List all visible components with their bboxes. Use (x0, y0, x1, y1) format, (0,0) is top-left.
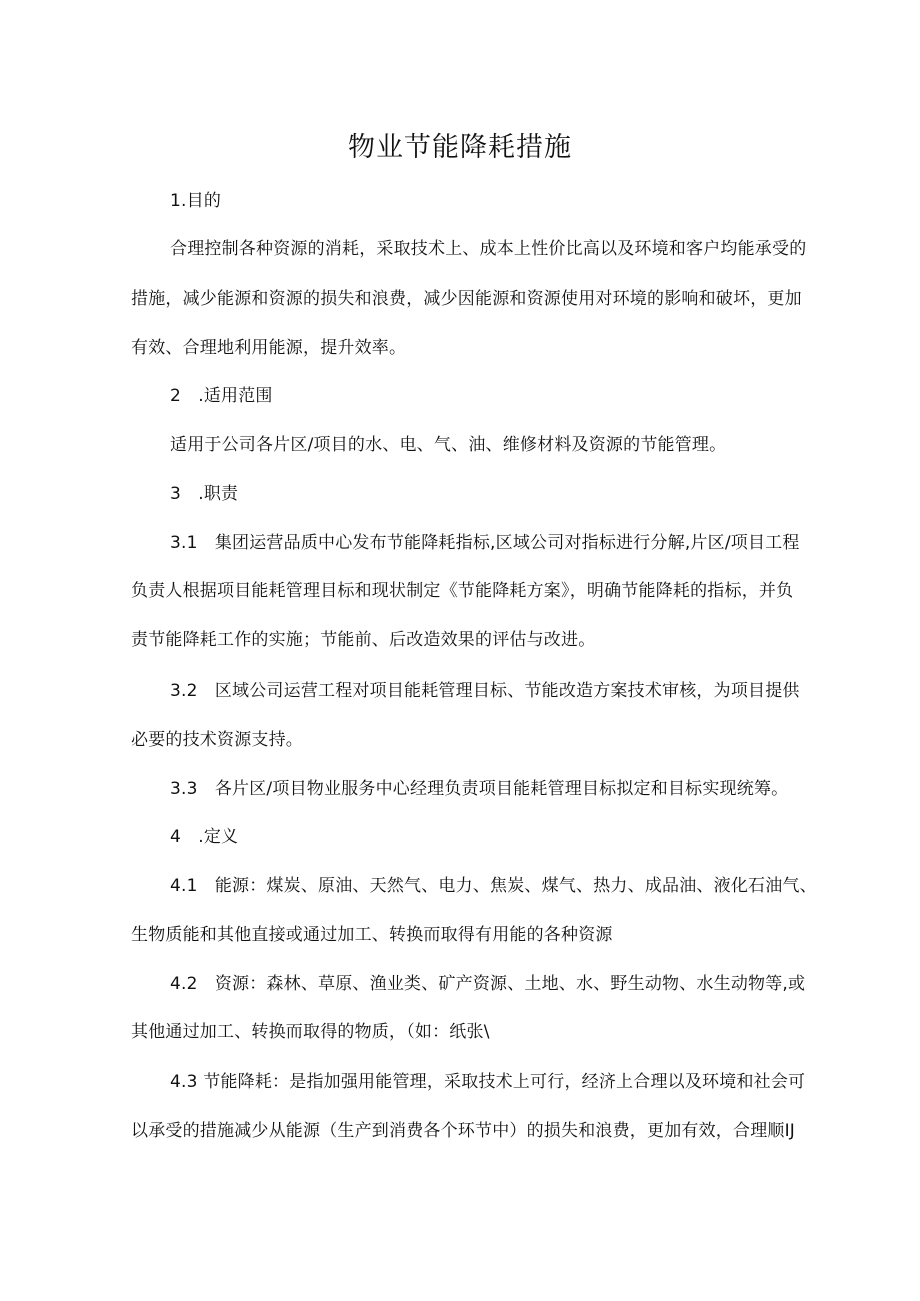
paragraph-line: 以承受的措施减少从能源（生产到消费各个环节中）的损失和浪费，更加有效，合理顺IJ (131, 1121, 796, 1141)
paragraph-line: 负责人根据项目能耗管理目标和现状制定《节能降耗方案》，明确节能降耗的指标，并负 (131, 581, 794, 601)
paragraph-line: 生物质能和其他直接或通过加工、转换而取得有用能的各种资源 (131, 925, 613, 945)
paragraph-line: 3.2 区域公司运营工程对项目能耗管理目标、节能改造方案技术审核，为项目提供 (170, 681, 800, 701)
paragraph-line: 4.1 能源：煤炭、原油、天然气、电力、焦炭、煤气、热力、成品油、液化石油气、 (170, 876, 817, 896)
heading-scope: 2 .适用范围 (170, 386, 273, 406)
paragraph-line: 其他通过加工、转换而取得的物质，（如：纸张\ (131, 1022, 490, 1042)
paragraph-line: 4.3 节能降耗：是指加强用能管理，采取技术上可行，经济上合理以及环境和社会可 (170, 1072, 806, 1092)
paragraph-line: 措施，减少能源和资源的损失和浪费，减少因能源和资源使用对环境的影响和破坏，更加 (131, 289, 802, 309)
heading-responsibilities: 3 .职责 (170, 484, 239, 504)
paragraph-line: 有效、合理地利用能源，提升效率。 (131, 338, 407, 358)
paragraph-line: 必要的技术资源支持。 (131, 730, 303, 750)
heading-purpose: 1.目的 (170, 191, 222, 211)
paragraph-line: 适用于公司各片区/项目的水、电、气、油、维修材料及资源的节能管理。 (170, 435, 727, 455)
document-title: 物业节能降耗措施 (348, 132, 572, 163)
paragraph-line: 3.1 集团运营品质中心发布节能降耗指标,区域公司对指标进行分解,片区/项目工程 (170, 533, 800, 553)
paragraph-line: 4.2 资源：森林、草原、渔业类、矿产资源、土地、水、野生动物、水生动物等,或 (170, 974, 806, 994)
paragraph-line: 合理控制各种资源的消耗，采取技术上、成本上性价比高以及环境和客户均能承受的 (170, 239, 807, 259)
heading-definitions: 4 .定义 (170, 827, 239, 847)
paragraph-line: 3.3 各片区/项目物业服务中心经理负责项目能耗管理目标拟定和目标实现统筹。 (170, 779, 789, 799)
paragraph-line: 责节能降耗工作的实施；节能前、后改造效果的评估与改进。 (131, 630, 596, 650)
